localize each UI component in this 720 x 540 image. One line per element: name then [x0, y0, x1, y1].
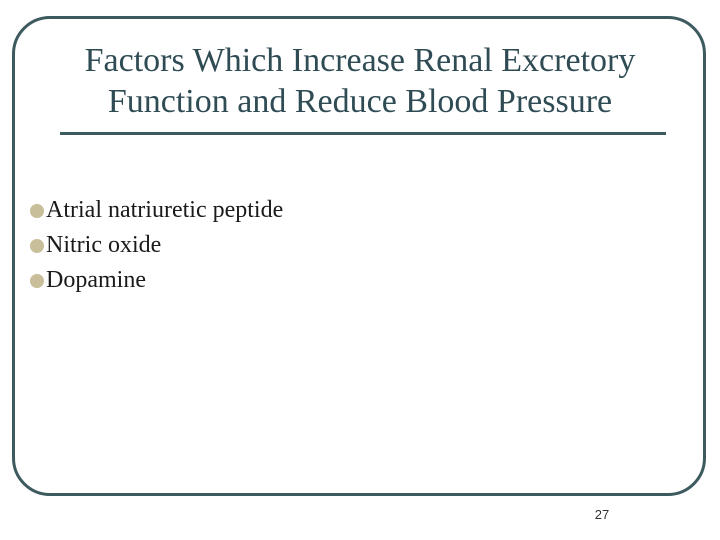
bullet-item — [30, 263, 283, 298]
bullet-text: Nitric oxide — [46, 232, 162, 258]
slide-title — [20, 40, 700, 122]
bullet-list — [30, 193, 283, 298]
bullet-dot-icon — [30, 204, 44, 218]
title-divider — [60, 132, 666, 135]
bullet-item — [30, 228, 283, 263]
bullet-dot-icon — [30, 239, 44, 253]
slide-title-line-1: Factors Which Increase Renal Excretory — [84, 42, 636, 79]
page-number: 27 — [594, 507, 610, 522]
slide-title-line-2: Function and Reduce Blood Pressure — [107, 83, 613, 120]
bullet-dot-icon — [30, 274, 44, 288]
bullet-text: Atrial natriuretic peptide — [46, 197, 284, 223]
bullet-item — [30, 193, 283, 228]
bullet-text: Dopamine — [46, 267, 146, 293]
